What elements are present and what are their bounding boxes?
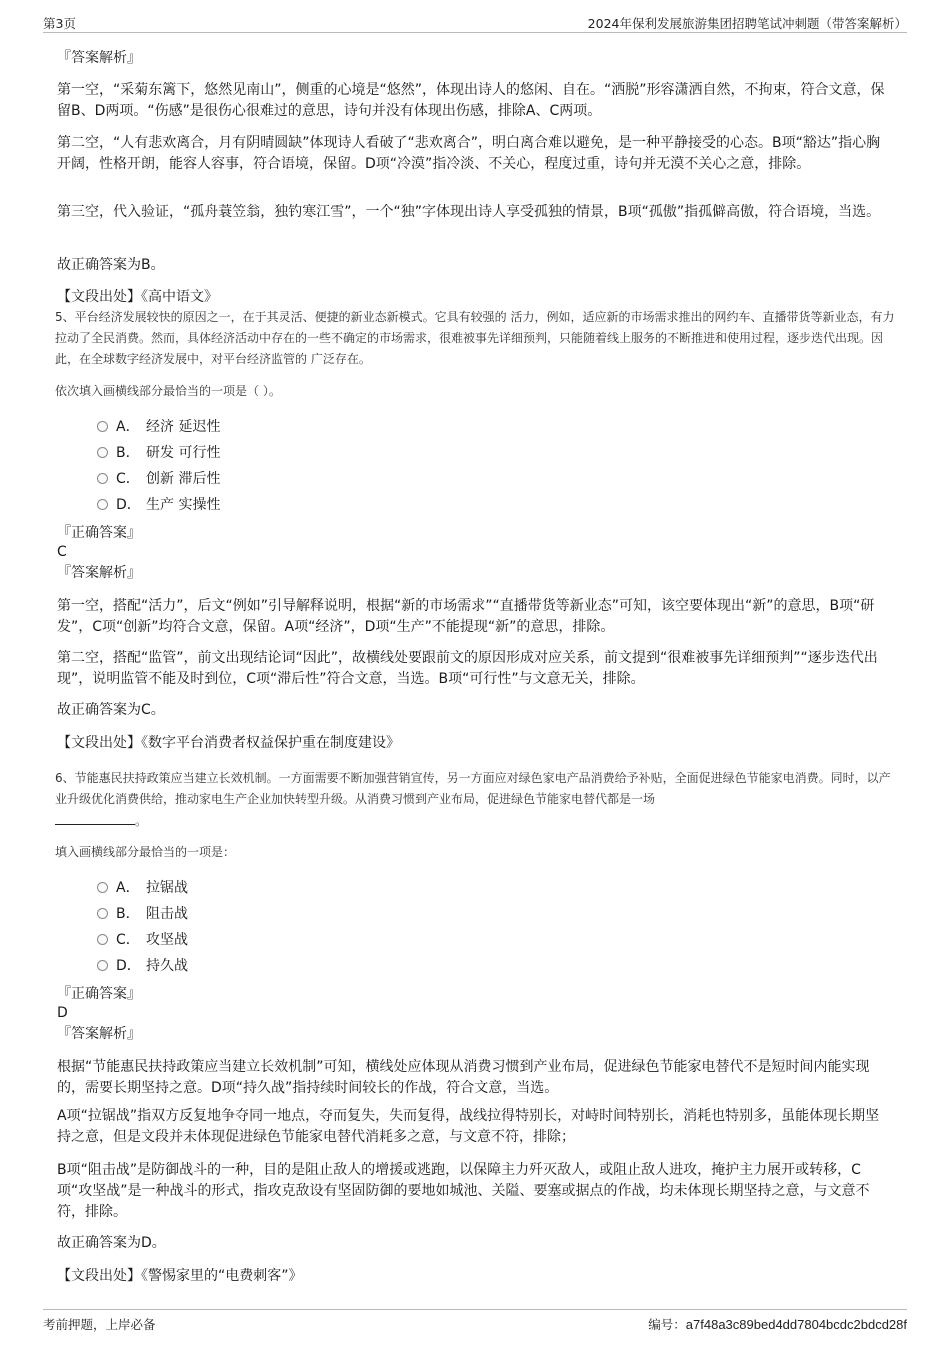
q6-option-a[interactable] [97, 878, 188, 898]
option-letter: B． [116, 906, 140, 922]
option-text: 研发 可行性 [146, 445, 221, 461]
footer-slogan: 考前押题，上岸必备 [43, 1317, 156, 1332]
option-text: 经济 延迟性 [146, 419, 221, 435]
q5-option-a[interactable] [97, 417, 220, 437]
page-header [43, 12, 907, 33]
footer-code-value: a7f48a3c89bed4dd7804bcdc2bdcd28f [685, 1317, 907, 1332]
q4-analysis-para3: 第三空，代入验证，“孤舟蓑笠翁，独钓寒江雪”，一个“独”字体现出诗人享受孤独的情景，B项“孤傲”指孤僻高傲，符合语境，当选。 [57, 204, 881, 220]
q6-stem-text: 6、节能惠民扶持政策应当建立长效机制。一方面需要不断加强营销宣传，另一方面应对绿色家电产品消费给予补贴，全面促进绿色节能家电消费。同时，以产业升级优化消费供给，推动家电生产企业加快转型升级。从消费习惯到产业布局，促进绿色节能家电替代都是一场 [55, 771, 891, 806]
q6-analysis-label: 『答案解析』 [57, 1026, 141, 1042]
option-text: 攻坚战 [146, 932, 188, 948]
q5-analysis-para2: 第二空，搭配“监管”，前文出现结论词“因此”，故横线处要跟前文的原因形成对应关系，前文提到“很难被事先详细预判”“逐步迭代出现”，说明监管不能及时到位，C项“滞后性”符合文意，当选。B项“可行性”与文意无关，排除。 [57, 650, 878, 687]
q5-analysis-label: 『答案解析』 [57, 565, 141, 581]
q4-analysis-label: 『答案解析』 [57, 50, 141, 66]
footer-code-label: 编号： [648, 1317, 686, 1332]
option-letter: C． [116, 471, 140, 487]
q6-analysis-para1: 根据“节能惠民扶持政策应当建立长效机制”可知，横线处应体现从消费习惯到产业布局，促进绿色节能家电替代不是短时间内能实现的，需要长期坚持之意。D项“持久战”指持续时间较长的作战，符合文意，当选。 [57, 1059, 870, 1096]
q5-option-c[interactable] [97, 469, 220, 489]
radio-icon[interactable] [97, 473, 108, 484]
q6-correct-label: 『正确答案』 [57, 986, 141, 1002]
q5-analysis-para1: 第一空，搭配“活力”，后文“例如”引导解释说明，根据“新的市场需求”“直播带货等新业态”可知，该空要体现出“新”的意思，B项“研发”，C项“创新”均符合文意，保留。A项“经济”，D项“生产”不能提现“新”的意思，排除。 [57, 598, 875, 635]
q5-prompt: 依次填入画横线部分最恰当的一项是（ ）。 [55, 384, 281, 398]
option-letter: A． [116, 419, 140, 435]
q5-source: 【文段出处】《数字平台消费者权益保护重在制度建设》 [57, 735, 400, 751]
option-text: 阻击战 [146, 906, 188, 922]
q6-stem [55, 768, 900, 810]
q5-correct-value: C [57, 544, 67, 560]
option-text: 生产 实操性 [146, 497, 221, 513]
q6-conclusion: 故正确答案为D。 [57, 1235, 166, 1251]
option-letter: D． [116, 497, 141, 513]
q5-option-b[interactable] [97, 443, 220, 463]
document-title: 2024年保利发展旅游集团招聘笔试冲刺题（带答案解析） [587, 16, 907, 31]
q4-conclusion: 故正确答案为B。 [57, 257, 165, 273]
option-letter: C． [116, 932, 140, 948]
q6-blank-line [55, 811, 147, 832]
radio-icon[interactable] [97, 882, 108, 893]
footer-code [648, 1315, 907, 1333]
radio-icon[interactable] [97, 908, 108, 919]
q6-prompt: 填入画横线部分最恰当的一项是： [55, 845, 236, 859]
q6-option-c[interactable] [97, 930, 188, 950]
page-number: 第3页 [43, 16, 76, 31]
q6-correct-value: D [57, 1005, 68, 1021]
q6-option-b[interactable] [97, 904, 188, 924]
q5-correct-label: 『正确答案』 [57, 525, 141, 541]
q5-stem: 5、平台经济发展较快的原因之一，在于其灵活、便捷的新业态新模式。它具有较强的 活力，例如，适应新的市场需求推出的网约车、直播带货等新业态，有力拉动了全民消费。然而，具体经济活动中存在的一些不确定的市场需求，很难被事先详细预判，只能随着线上服务的不断推进和使用过程，逐步迭代出现。因此，在全球数字经济发展中，对平台经济监管的 广泛存在。 [55, 310, 895, 366]
q5-conclusion: 故正确答案为C。 [57, 702, 165, 718]
option-letter: B． [116, 445, 140, 461]
option-letter: D． [116, 958, 141, 974]
radio-icon[interactable] [97, 499, 108, 510]
q4-source: 【文段出处】《高中语文》 [57, 289, 218, 305]
radio-icon[interactable] [97, 960, 108, 971]
radio-icon[interactable] [97, 934, 108, 945]
option-letter: A． [116, 880, 140, 896]
page-footer [43, 1309, 907, 1334]
option-text: 持久战 [146, 958, 188, 974]
q5-option-d[interactable] [97, 495, 220, 515]
option-text: 创新 滞后性 [146, 471, 221, 487]
q6-analysis-para2: A项“拉锯战”指双方反复地争夺同一地点，夺而复失，失而复得，战线拉得特别长，对峙时间特别长，消耗也特别多，虽能体现长期坚持之意，但是文段并未体现促进绿色节能家电替代消耗多之意，与文意不符，排除； [57, 1108, 880, 1145]
q4-analysis-para2: 第二空，“人有悲欢离合，月有阴晴圆缺”体现诗人看破了“悲欢离合”，明白离合难以避免，是一种平静接受的心态。B项“豁达”指心胸开阔，性格开朗，能容人容事，符合语境，保留。D项“冷漠”指冷淡、不关心，程度过重，诗句并无漠不关心之意，排除。 [57, 135, 881, 172]
option-text: 拉锯战 [146, 880, 188, 896]
radio-icon[interactable] [97, 447, 108, 458]
q6-analysis-para3: B项“阻击战”是防御战斗的一种，目的是阻止敌人的增援或逃跑，以保障主力歼灭敌人，或阻止敌人进攻，掩护主力展开或转移，C项“攻坚战”是一种战斗的形式，指攻克敌设有坚固防御的要地如城池、关隘、要塞或据点的作战，均未体现长期坚持之意，与文意不符，排除。 [57, 1162, 870, 1220]
q6-source: 【文段出处】《警惕家里的“电费刺客”》 [57, 1268, 303, 1284]
radio-icon[interactable] [97, 421, 108, 432]
q6-stem-end: 。 [135, 814, 148, 828]
q6-option-d[interactable] [97, 956, 188, 976]
fill-blank [55, 812, 135, 825]
q4-analysis-para1: 第一空，“采菊东篱下，悠然见南山”，侧重的心境是“悠然”，体现出诗人的悠闲、自在。“洒脱”形容潇洒自然，不拘束，符合文意，保留B、D两项。“伤感”是很伤心很难过的意思，诗句并没有体现出伤感，排除A、C两项。 [57, 82, 885, 119]
